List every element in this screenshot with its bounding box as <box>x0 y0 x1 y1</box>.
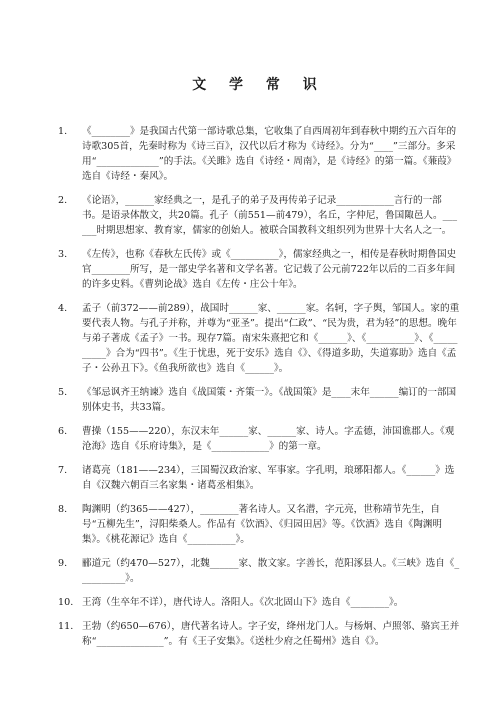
item-text: 王勃（约650—676），唐代著名诗人。字子安，绛州龙门人。与杨炯、卢照邻、骆宾王并称“______________”。有《王子安集》。《送杜少府之任蜀州》选自《》。 <box>82 621 460 647</box>
list-item <box>58 193 460 238</box>
item-number: 11. <box>58 621 74 632</box>
item-text: 王湾（生卒年不详），唐代诗人。洛阳人。《次北固山下》选自《________》。 <box>82 597 404 608</box>
item-number: 7. <box>58 465 68 476</box>
item-number: 10. <box>58 597 74 608</box>
list-item <box>58 385 460 415</box>
list-item <box>58 502 460 547</box>
item-number: 5. <box>58 387 68 398</box>
item-text: 《邹忌讽齐王纳谏》选自《战国策・齐策一》。《战国策》是____末年______编订的一部国别体史书，共33篇。 <box>82 387 457 413</box>
list-item <box>58 619 460 649</box>
item-text: 诸葛亮（181——234），三国蜀汉政治家、军事家。字孔明，琅琊阳都人。《______》选自《汉魏六朝百三名家集・诸葛丞相集》。 <box>82 465 455 491</box>
item-number: 8. <box>58 504 68 515</box>
item-number: 6. <box>58 426 68 437</box>
item-list <box>58 124 460 649</box>
item-number: 9. <box>58 558 68 569</box>
item-text: 曹操（155——220），东汉末年______家、______家、诗人。字孟德，沛国谯郡人。《观沧海》选自《乐府诗集》，是《____________》的第一章。 <box>82 426 455 452</box>
list-item <box>58 424 460 454</box>
page-title: 文 学 常 识 <box>192 77 326 93</box>
list-item <box>58 595 460 610</box>
item-text: 陶渊明（约365——427），________著名诗人。又名潜，字元亮，世称靖节先生，自号“五柳先生”，浔阳柴桑人。作品有《饮酒》、《归园田居》等。《饮酒》选自《陶渊明集》。《桃花源记》选自《__________》。 <box>82 504 442 545</box>
list-item <box>58 301 460 376</box>
item-number: 1. <box>58 126 68 137</box>
item-number: 3. <box>58 249 68 260</box>
list-item <box>58 463 460 493</box>
list-item <box>58 247 460 292</box>
item-text: 《________》是我国古代第一部诗歌总集，它收集了自西周初年到春秋中期约五六百年的诗歌305首，先秦时称为《诗三百》，汉代以后才称为《诗经》。分为“____”三部分。多采用“_____________”的手法。《关雎》选自《诗经・周南》，是《诗经》的第一篇。《蒹葭》选自《诗经・秦风》。 <box>82 126 457 182</box>
item-text: 孟子（前372——前289），战国时______家、______家。名轲，字子舆，邹国人。家的重要代表人物。与孔子并称，并尊为“亚圣”。提出“仁政”、“民为贵，君为轻”的思想。晚年与弟子著成《孟子》一书。现存7篇。南宋朱熹把它和《______》、《__________》、《__________》合为“四书”。《生于忧患，死于安乐》选自《》、《得道多助，失道寡助》选自《孟子・公孙丑下》。《鱼我所欲也》选自《______》。 <box>82 303 460 374</box>
item-text: 郦道元（约470—527），北魏______家、散文家。字善长，范阳涿县人。《三峡》选自《__________》。 <box>82 558 460 584</box>
item-number: 4. <box>58 303 68 314</box>
list-item <box>58 556 460 586</box>
item-number: 2. <box>58 195 68 206</box>
list-item <box>58 124 460 184</box>
item-text: 《论语》，______家经典之一，是孔子的弟子及再传弟子记录____________言行的一部书。是语录体散文，共20篇。孔子（前551—前479），名丘，字仲尼，鲁国陬邑人。______时期思想家、教育家，儒家的创始人。被联合国教科文组织列为世界十大名人之一。 <box>82 195 458 236</box>
item-text: 《左传》，也称《春秋左氏传》或《__________》，儒家经典之一，相传是春秋时期鲁国史官________所写，是一部史学名著和文学名著。它记载了公元前722年以后的二百多年间的许多史料。《曹刿论战》选自《左传・庄公十年》。 <box>82 249 457 290</box>
